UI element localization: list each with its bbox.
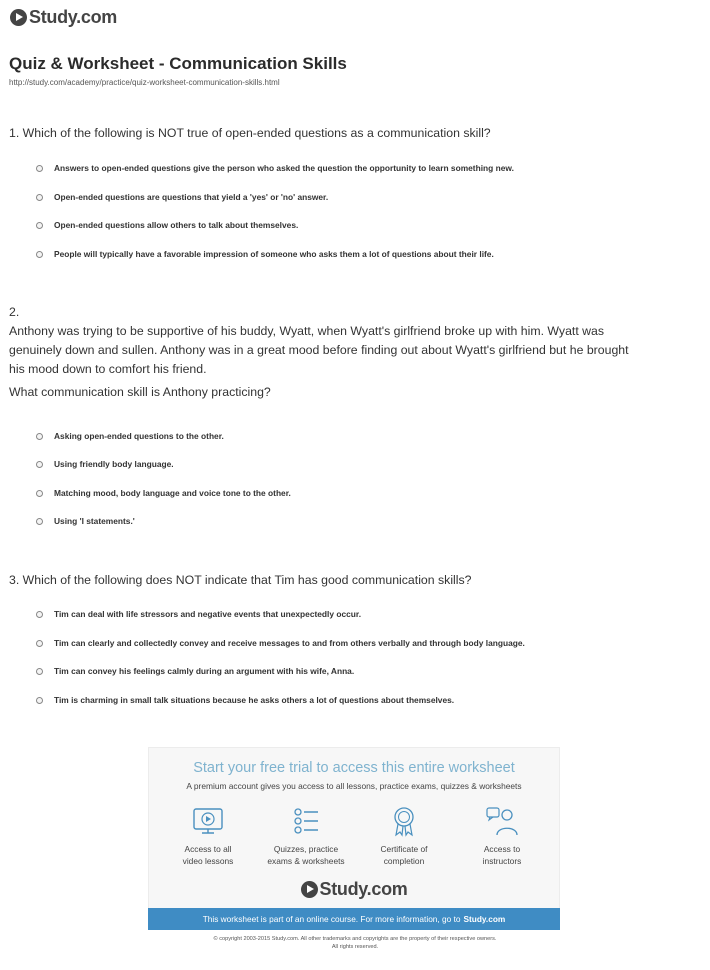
video-lesson-icon [191, 804, 225, 838]
question-3-option-1[interactable] [36, 609, 361, 619]
question-3-option-3[interactable] [36, 666, 354, 676]
feature-instructors [452, 804, 552, 867]
option-label: Tim is charming in small talk situations because he asks others a lot of questions about themselves. [54, 695, 455, 705]
option-label: Open-ended questions allow others to talk about themselves. [54, 220, 299, 230]
option-label: Tim can clearly and collectedly convey and receive messages to and from others verbally and through body language. [54, 638, 525, 648]
feature-video-lessons [158, 804, 258, 867]
radio-button[interactable] [36, 518, 43, 525]
logo-text: Study.com [319, 879, 408, 899]
option-label: Open-ended questions are questions that yield a 'yes' or 'no' answer. [54, 192, 329, 202]
option-label: Using friendly body language. [54, 459, 174, 469]
radio-button[interactable] [36, 165, 43, 172]
feature-label-line2: video lessons [182, 856, 234, 866]
promo-bar-text: This worksheet is part of an online course. For more information, go to [202, 914, 461, 924]
feature-quizzes [256, 804, 356, 867]
option-label: People will typically have a favorable impression of someone who asks them a lot of questions about their life. [54, 249, 494, 259]
question-3-option-2[interactable] [36, 638, 525, 648]
option-label: Using 'I statements.' [54, 516, 135, 526]
option-label: Tim can deal with life stressors and negative events that unexpectedly occur. [54, 609, 362, 619]
premium-promo-box [148, 747, 560, 930]
radio-button[interactable] [36, 611, 43, 618]
logo-text: Study.com [29, 6, 117, 27]
question-2-option-2[interactable] [36, 459, 174, 469]
feature-label-line1: Access to all [184, 844, 232, 854]
play-icon [10, 9, 27, 26]
promo-study-logo[interactable] [149, 879, 559, 900]
promo-info-bar [148, 908, 560, 930]
radio-button[interactable] [36, 697, 43, 704]
promo-headline[interactable]: Start your free trial to access this entire worksheet [193, 760, 515, 776]
radio-button[interactable] [36, 461, 43, 468]
question-1-text: 1. Which of the following is NOT true of open-ended questions as a communication skill? [9, 126, 491, 140]
question-1-option-3[interactable] [36, 220, 298, 230]
option-label: Asking open-ended questions to the other. [54, 431, 224, 441]
question-2-passage: Anthony was trying to be supportive of his buddy, Wyatt, when Wyatt's girlfriend broke up with him. Wyatt was genuinely down and sullen. Anthony was in a great mood before finding out about Wyatt's girlfriend but he brought his mood down to comfort his friend. [9, 324, 629, 376]
promo-bar-link[interactable]: Study.com [463, 914, 506, 924]
question-2-option-1[interactable] [36, 431, 224, 441]
feature-label-line1: Certificate of [380, 844, 428, 854]
promo-subline: A premium account gives you access to all lessons, practice exams, quizzes & worksheets [186, 781, 522, 791]
quiz-list-icon [289, 804, 323, 838]
copyright-line1: © copyright 2003-2015 Study.com. All other trademarks and copyrights are the property of their respective owners. [213, 936, 497, 942]
copyright-line2: All rights reserved. [331, 943, 379, 950]
feature-label-line1: Access to [483, 844, 521, 854]
instructor-icon [485, 804, 519, 838]
question-2-text: What communication skill is Anthony practicing? [9, 385, 271, 399]
radio-button[interactable] [36, 640, 43, 647]
question-2-option-4[interactable] [36, 516, 135, 526]
question-1-option-4[interactable] [36, 249, 494, 259]
question-3-text: 3. Which of the following does NOT indicate that Tim has good communication skills? [9, 573, 472, 587]
radio-button[interactable] [36, 194, 43, 201]
page-url: http://study.com/academy/practice/quiz-worksheet-communication-skills.html [9, 78, 280, 87]
page-title: Quiz & Worksheet - Communication Skills [9, 54, 347, 73]
radio-button[interactable] [36, 433, 43, 440]
feature-label-line2: instructors [482, 856, 522, 866]
question-3-option-4[interactable] [36, 695, 454, 705]
option-label: Matching mood, body language and voice tone to the other. [54, 488, 291, 498]
question-2-option-3[interactable] [36, 488, 291, 498]
option-label: Tim can convey his feelings calmly during an argument with his wife, Anna. [54, 666, 355, 676]
feature-label-line2: completion [383, 856, 425, 866]
certificate-icon [387, 804, 421, 838]
copyright-footer [0, 936, 710, 951]
radio-button[interactable] [36, 490, 43, 497]
radio-button[interactable] [36, 668, 43, 675]
feature-label-line1: Quizzes, practice [273, 844, 339, 854]
feature-certificate [354, 804, 454, 867]
question-1-option-2[interactable] [36, 192, 328, 202]
question-1-option-1[interactable] [36, 163, 514, 173]
radio-button[interactable] [36, 251, 43, 258]
study-logo[interactable] [10, 6, 117, 28]
radio-button[interactable] [36, 222, 43, 229]
option-label: Answers to open-ended questions give the person who asked the question the opportunity to learn something new. [54, 163, 514, 173]
question-2-number: 2. [9, 305, 20, 319]
feature-label-line2: exams & worksheets [267, 856, 345, 866]
play-icon [301, 881, 318, 898]
